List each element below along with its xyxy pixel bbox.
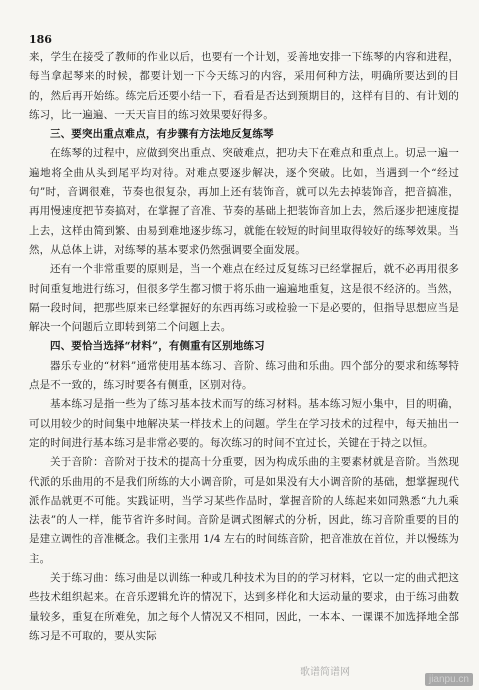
body-paragraph: 还有一个非常重要的原则是，当一个难点在经过反复练习已经掌握后，就不必再用很多时间重复地进行练习，但很多学生都习惯于将乐曲一遍遍地重复，这是很不经济的。当然，隔一段时间，把那些原来已经掌握好的东西再练习或检验一下是必要的，但指导思想应当是解决一个问题后立即转到第二个问题上去。 (29, 263, 459, 334)
watermark-text: 歌谱简谱网 (300, 667, 350, 678)
body-paragraph: 关于音阶：音阶对于技术的提高十分重要，因为构成乐曲的主要素材就是音阶。当然现代派的乐曲用的不是我们所练的大小调音阶，可是如果没有大小调音阶的基础，想掌握现代派作品就更不可能。实践证明，当学习某些作品时，掌握音阶的人练起来如同熟悉“九九乘法表”的人一样，能节省许多时间。音阶是调式图解式的分析，因此，练习音阶重要的目的是建立调性的音准概念。我们主张用 1/4 左右的时间练音阶，把音准放在首位，并以慢练为主。 (29, 456, 459, 565)
section-heading: 三、要突出重点难点，有步骤有方法地反复练琴 (50, 128, 274, 141)
body-paragraph: 器乐专业的“材料”通常使用基本练习、音阶、练习曲和乐曲。四个部分的要求和练琴特点是不一致的，练习时要各有侧重，区别对待。 (29, 359, 459, 392)
section-heading: 四、要恰当选择“材料”，有侧重有区别地练习 (50, 340, 265, 353)
page-number: 186 (29, 33, 52, 46)
body-paragraph: 在练琴的过程中，应做到突出重点、突破难点，把功夫下在难点和重点上。切忌一遍一遍地将全曲从头到尾平均对待。对难点要逐步解决，逐个突破。比如，当遇到一个“经过句”时，音调很难，节奏也很复杂，再加上还有装饰音，就可以先去掉装饰音，把音搞准，再用慢速度把节奏搞对，在掌握了音准、节奏的基础上把装饰音加上去，然后逐步把速度提上去，这样由简到繁、由易到难地逐步练习，就能在较短的时间里取得较好的练琴效果。当然，从总体上讲，对练琴的基本要求仍然强调要全面发展。 (29, 147, 459, 256)
body-paragraph: 基本练习是指一些为了练习基本技术而写的练习材料。基本练习短小集中，目的明确，可以用较少的时间集中地解决某一样技术上的问题。学生在学习技术的过程中，每天抽出一定的时间进行基本练习是非常必要的。每次练习的时间不宜过长，关键在于持之以恒。 (29, 398, 459, 449)
body-paragraph: 来，学生在接受了教师的作业以后，也要有一个计划，妥善地安排一下练琴的内容和进程，每当拿起琴来的时候，都要计划一下今天练习的内容，采用何种方法，明确所要达到的目的，然后再开始练。练完后还要小结一下，看看是否达到预期目的，这样有目的、有计划的练习，比一遍遍、一天天盲目的练习效果要好得多。 (29, 51, 459, 121)
body-text (29, 48, 459, 646)
watermark-logo: jianpu.cn (425, 673, 473, 686)
body-paragraph: 关于练习曲：练习曲是以训练一种或几种技术为目的的学习材料，它以一定的曲式把这些技术组织起来。在音乐逻辑允许的情况下，达到多样化和大运动量的要求，由于练习曲数量较多，重复在所难免，加之每个人情况又不相同，因此，一本本、一课课不加选择地全部练习是不可取的，要从实际 (29, 572, 459, 642)
